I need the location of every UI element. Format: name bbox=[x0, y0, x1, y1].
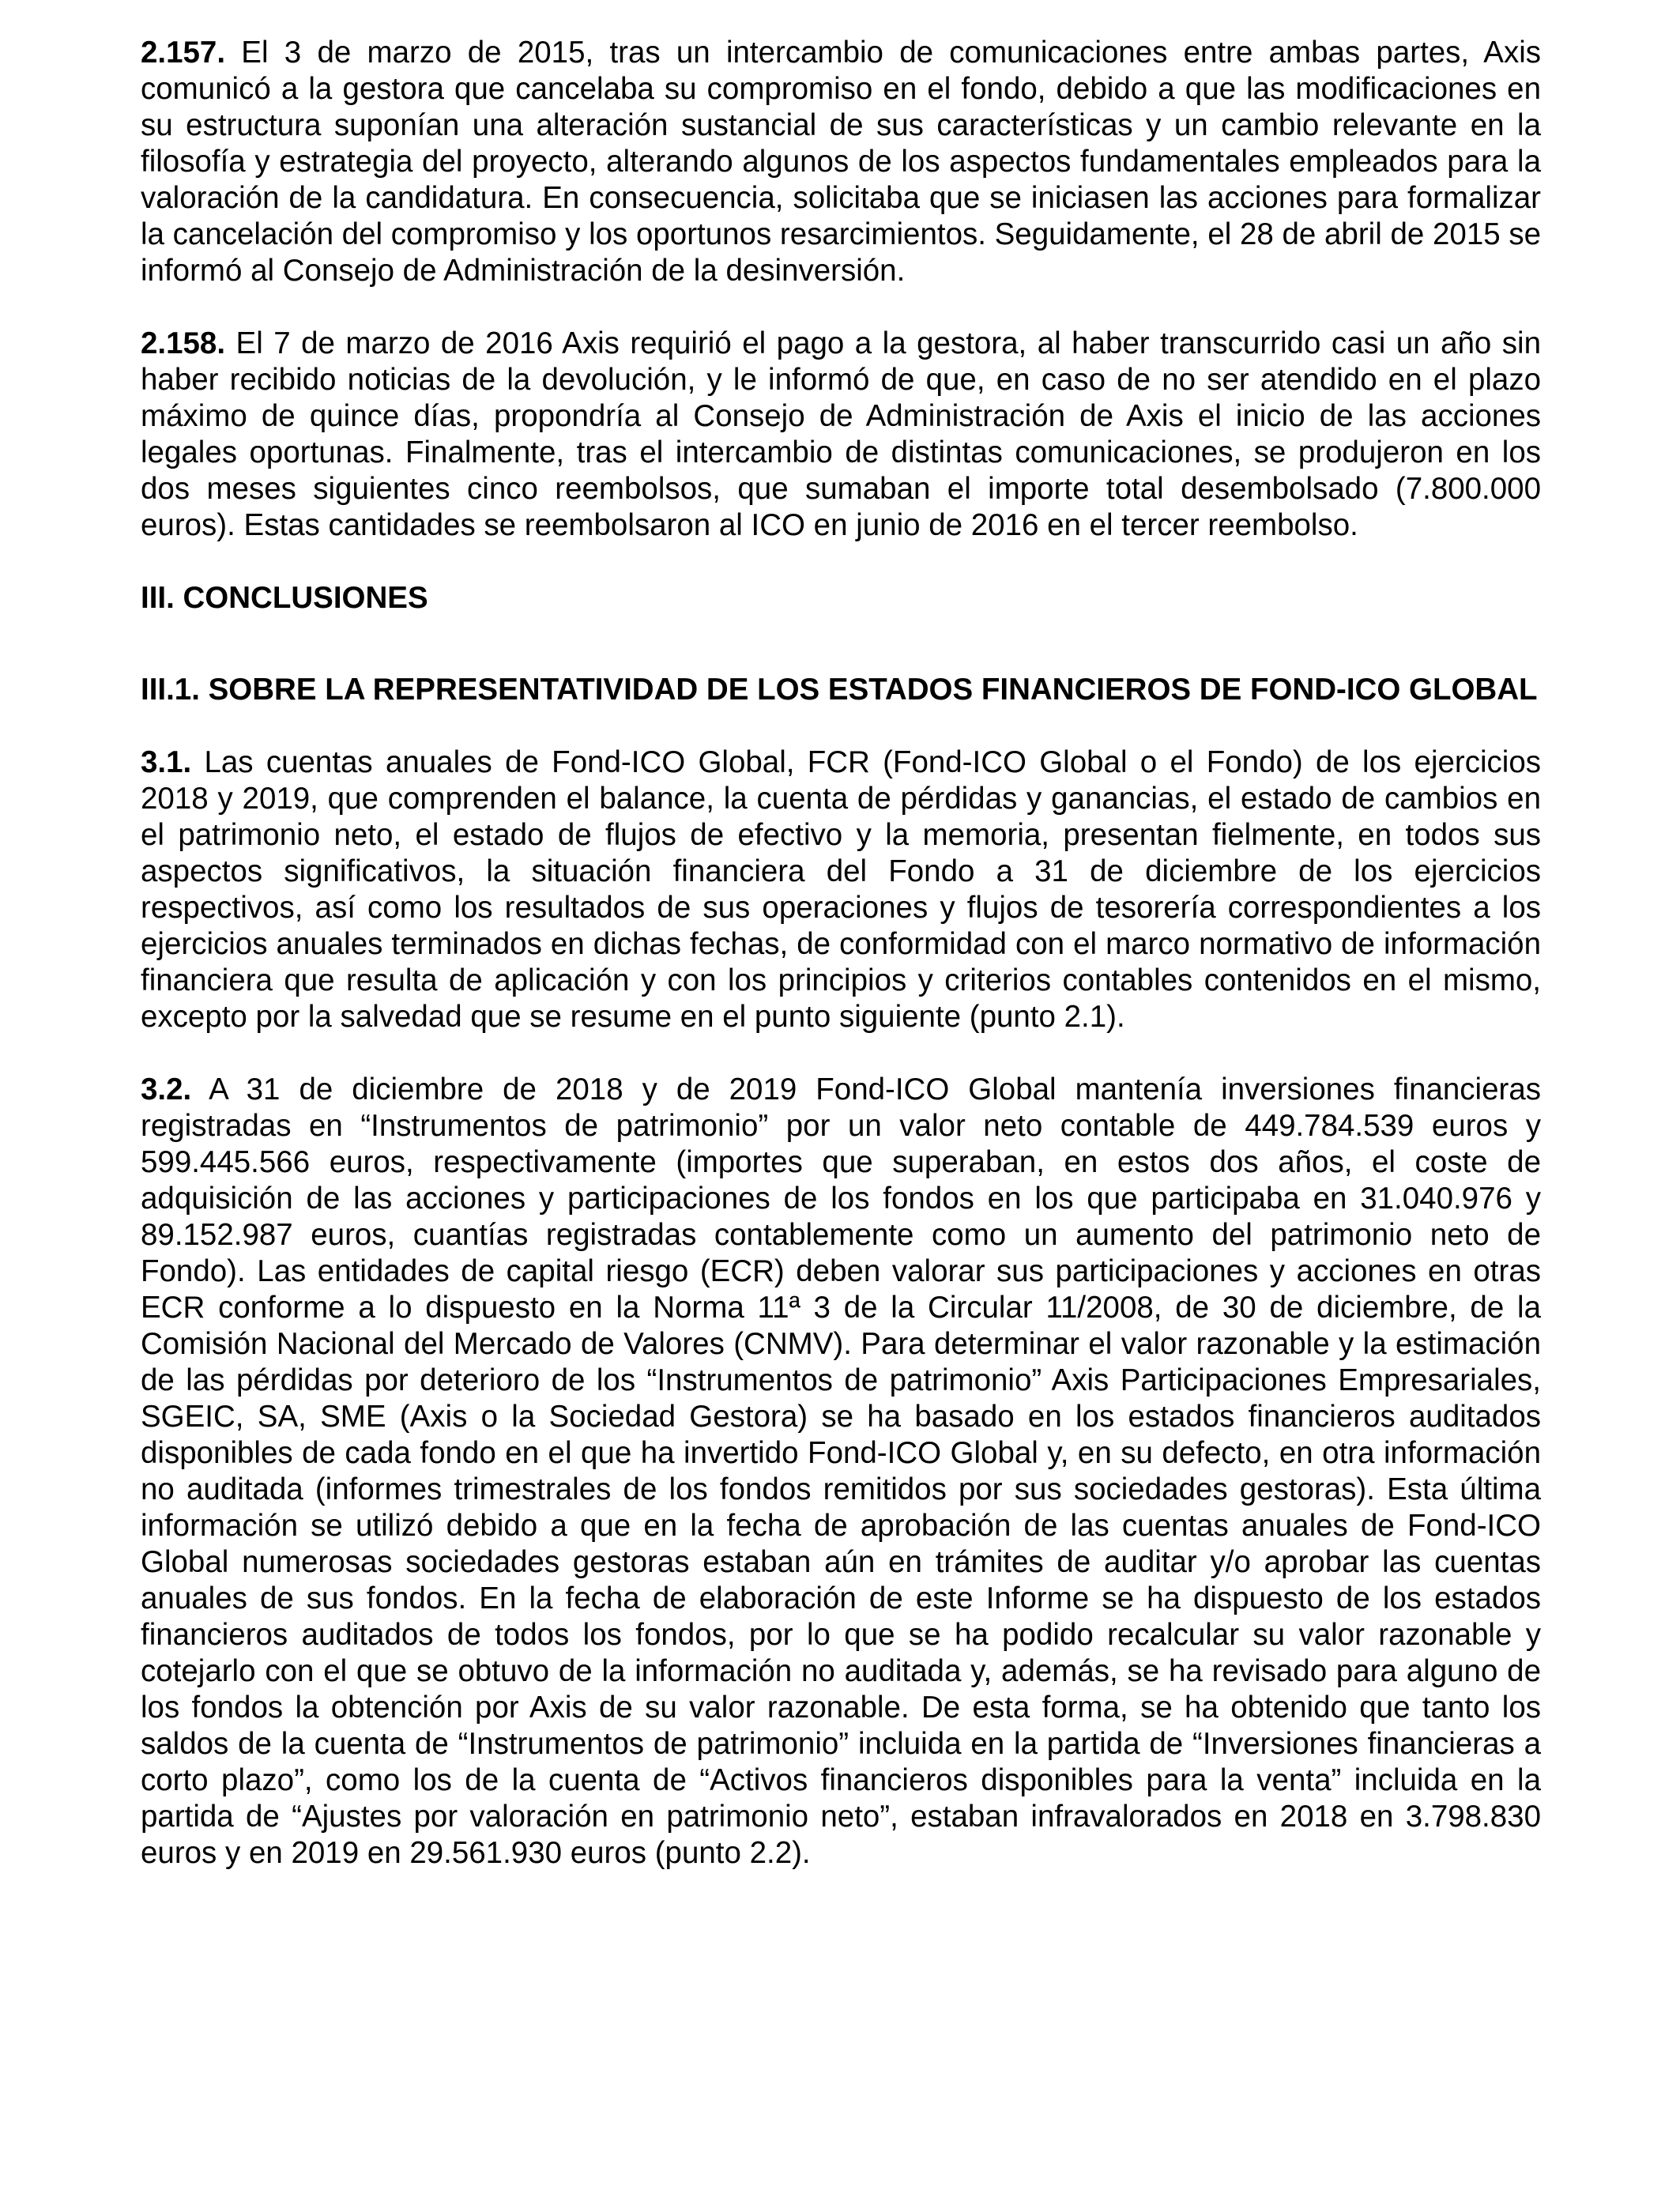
paragraph-2-158 bbox=[141, 326, 1541, 544]
paragraph-text: Las cuentas anuales de Fond-ICO Global, FCR (Fond-ICO Global o el Fondo) de los ejercicios 2018 y 2019, que comprenden el balance, la cuenta de pérdidas y ganancias, el estado de cambios en el patrimonio neto, el estado de flujos de efectivo y la memoria, presentan fielmente, en todos sus aspectos significativos, la situación financiera del Fondo a 31 de diciembre de los ejercicios respectivos, así como los resultados de sus operaciones y flujos de tesorería correspondientes a los ejercicios anuales terminados en dichas fechas, de conformidad con el marco normativo de información financiera que resulta de aplicación y con los principios y criterios contables contenidos en el mismo, excepto por la salvedad que se resume en el punto siguiente (punto 2.1). bbox=[141, 745, 1541, 1034]
paragraph-text: A 31 de diciembre de 2018 y de 2019 Fond-ICO Global mantenía inversiones financieras registradas en “Instrumentos de patrimonio” por un valor neto contable de 449.784.539 euros y 599.445.566 euros, respectivamente (importes que superaban, en estos dos años, el coste de adquisición de las acciones y participaciones de los fondos en los que participaba en 31.040.976 y 89.152.987 euros, cuantías registradas contablemente como un aumento del patrimonio neto de Fondo). Las entidades de capital riesgo (ECR) deben valorar sus participaciones y acciones en otras ECR conforme a lo dispuesto en la Norma 11ª 3 de la Circular 11/2008, de 30 de diciembre, de la Comisión Nacional del Mercado de Valores (CNMV). Para determinar el valor razonable y la estimación de las pérdidas por deterioro de los “Instrumentos de patrimonio” Axis Participaciones Empresariales, SGEIC, SA, SME (Axis o la Sociedad Gestora) se ha basado en los estados financieros auditados disponibles de cada fondo en el que ha invertido Fond-ICO Global y, en su defecto, en otra información no auditada (informes trimestrales de los fondos remitidos por sus sociedades gestoras). Esta última información se utilizó debido a que en la fecha de aprobación de las cuentas anuales de Fond-ICO Global numerosas sociedades gestoras estaban aún en trámites de auditar y/o aprobar las cuentas anuales de sus fondos. En la fecha de elaboración de este Informe se ha dispuesto de los estados financieros auditados de todos los fondos, por lo que se ha podido recalcular su valor razonable y cotejarlo con el que se obtuvo de la información no auditada y, además, se ha revisado para alguno de los fondos la obtención por Axis de su valor razonable. De esta forma, se ha obtenido que tanto los saldos de la cuenta de “Instrumentos de patrimonio” incluida en la partida de “Inversiones financieras a corto plazo”, como los de la cuenta de “Activos financieros disponibles para la venta” incluida en la partida de “Ajustes por valoración en patrimonio neto”, estaban infravalorados en 2018 en 3.798.830 euros y en 2019 en 29.561.930 euros (punto 2.2). bbox=[141, 1072, 1541, 1870]
paragraph-text: El 3 de marzo de 2015, tras un intercambio de comunicaciones entre ambas partes, Axis comunicó a la gestora que cancelaba su compromiso en el fondo, debido a que las modificaciones en su estructura suponían una alteración sustancial de sus características y un cambio relevante en la filosofía y estrategia del proyecto, alterando algunos de los aspectos fundamentales empleados para la valoración de la candidatura. En consecuencia, solicitaba que se iniciasen las acciones para formalizar la cancelación del compromiso y los oportunos resarcimientos. Seguidamente, el 28 de abril de 2015 se informó al Consejo de Administración de la desinversión. bbox=[141, 36, 1541, 288]
paragraph-3-2 bbox=[141, 1072, 1541, 1872]
paragraph-3-1 bbox=[141, 745, 1541, 1035]
paragraph-text: El 7 de marzo de 2016 Axis requirió el pago a la gestora, al haber transcurrido casi un año sin haber recibido noticias de la devolución, y le informó de que, en caso de no ser atendido en el plazo máximo de quince días, propondría al Consejo de Administración de Axis el inicio de las acciones legales oportunas. Finalmente, tras el intercambio de distintas comunicaciones, se produjeron en los dos meses siguientes cinco reembolsos, que sumaban el importe total desembolsado (7.800.000 euros). Estas cantidades se reembolsaron al ICO en junio de 2016 en el tercer reembolso. bbox=[141, 326, 1541, 542]
paragraph-number: 2.157. bbox=[141, 36, 226, 70]
subsection-heading: III.1. SOBRE LA REPRESENTATIVIDAD DE LOS ESTADOS FINANCIEROS DE FOND-ICO GLOBAL bbox=[141, 673, 1538, 707]
section-heading-conclusiones: III. CONCLUSIONES bbox=[141, 581, 428, 615]
paragraph-number: 3.1. bbox=[141, 745, 192, 779]
paragraph-2-157 bbox=[141, 35, 1541, 289]
paragraph-number: 3.2. bbox=[141, 1072, 192, 1106]
paragraph-number: 2.158. bbox=[141, 326, 226, 360]
